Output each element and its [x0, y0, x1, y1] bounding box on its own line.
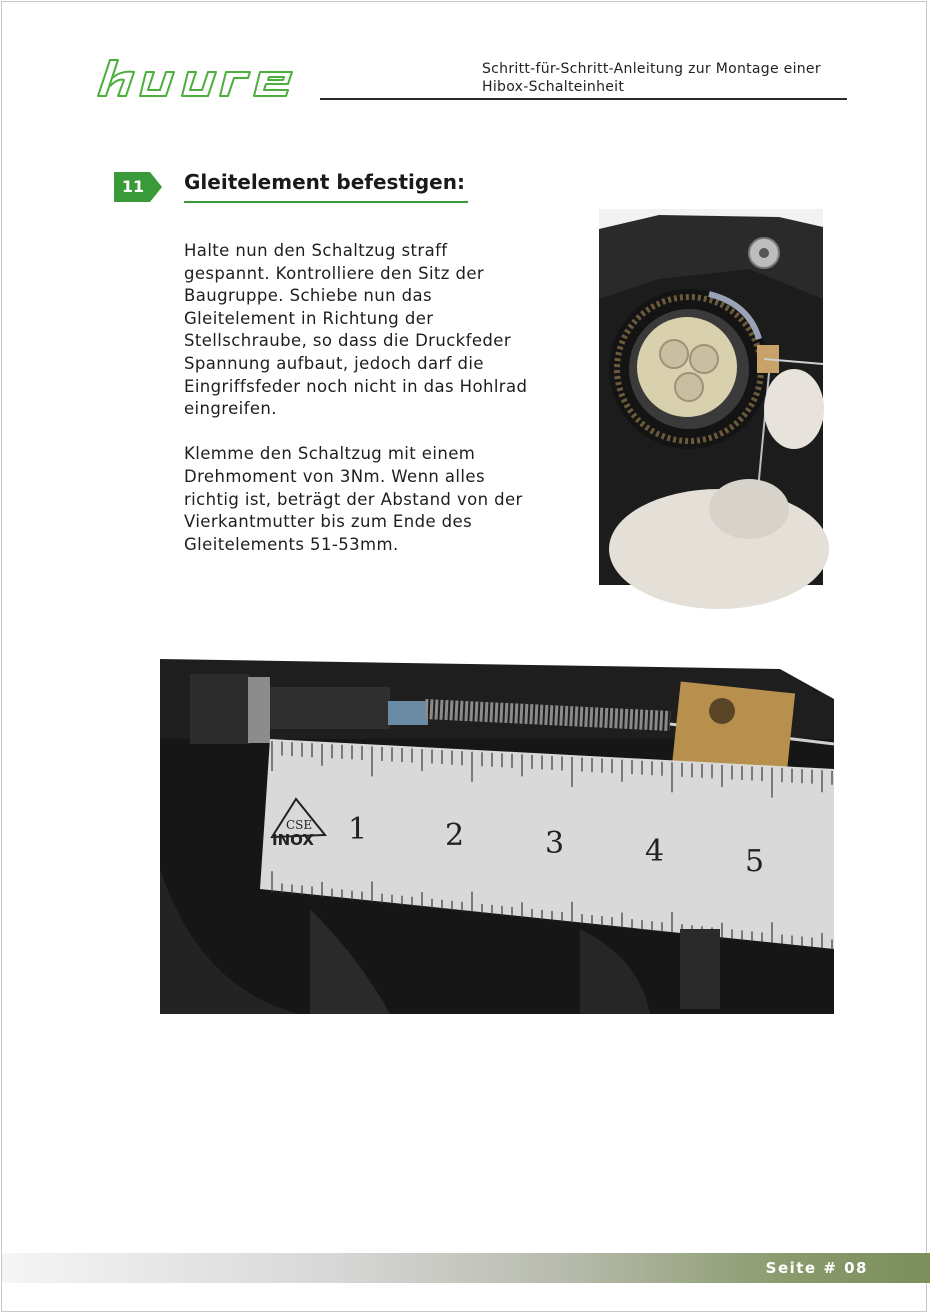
- ruler-measurement-photo: [160, 659, 834, 1014]
- svg-text:hure: hure: [88, 41, 125, 60]
- header-subtitle: [482, 60, 852, 96]
- text-line: Gleitelements 51-53mm.: [184, 534, 399, 554]
- section-title: Gleitelement befestigen:: [184, 170, 465, 194]
- text-line: gespannt. Kontrolliere den Sitz der: [184, 263, 485, 283]
- text-line: Baugruppe. Schiebe nun das: [184, 286, 432, 306]
- instruction-paragraph-1: [184, 240, 574, 421]
- text-line: Gleitelement in Richtung der: [184, 308, 434, 328]
- text-line: richtig ist, beträgt der Abstand von der: [184, 489, 523, 509]
- header-rule: [320, 98, 847, 100]
- text-line: Halte nun den Schaltzug straff: [184, 241, 448, 260]
- text-line: eingreifen.: [184, 399, 277, 419]
- step-badge: [114, 172, 164, 202]
- title-rule: [184, 201, 468, 203]
- header-subtitle-line2: Hibox-Schalteinheit: [482, 79, 625, 95]
- svg-text:INOX: INOX: [272, 831, 314, 849]
- text-line: Vierkantmutter bis zum Ende des: [184, 512, 473, 532]
- text-line: Eingriffsfeder noch nicht in das Hohlrad: [184, 376, 528, 396]
- text-line: Klemme den Schaltzug mit einem: [184, 444, 476, 464]
- instruction-text: [184, 240, 574, 556]
- ruler-number: 3: [545, 826, 565, 861]
- text-line: Spannung aufbaut, jedoch darf die: [184, 353, 484, 373]
- text-line: Drehmoment von 3Nm. Wenn alles: [184, 466, 485, 486]
- svg-text:CSE: CSE: [286, 818, 313, 832]
- text-line: Stellschraube, so dass die Druckfeder: [184, 331, 512, 351]
- ruler-number: 5: [745, 844, 765, 879]
- ruler-number: 1: [348, 812, 368, 847]
- ruler-number: 2: [445, 818, 465, 853]
- hub-assembly-photo: [599, 209, 823, 585]
- instruction-paragraph-2: [184, 443, 574, 556]
- header-subtitle-line1: Schritt-für-Schritt-Anleitung zur Montage einer: [482, 61, 821, 77]
- page-number: Seite # 08: [765, 1259, 868, 1277]
- step-number: 11: [121, 177, 145, 196]
- ruler-number: 4: [645, 834, 665, 869]
- hure-logo: [88, 41, 310, 104]
